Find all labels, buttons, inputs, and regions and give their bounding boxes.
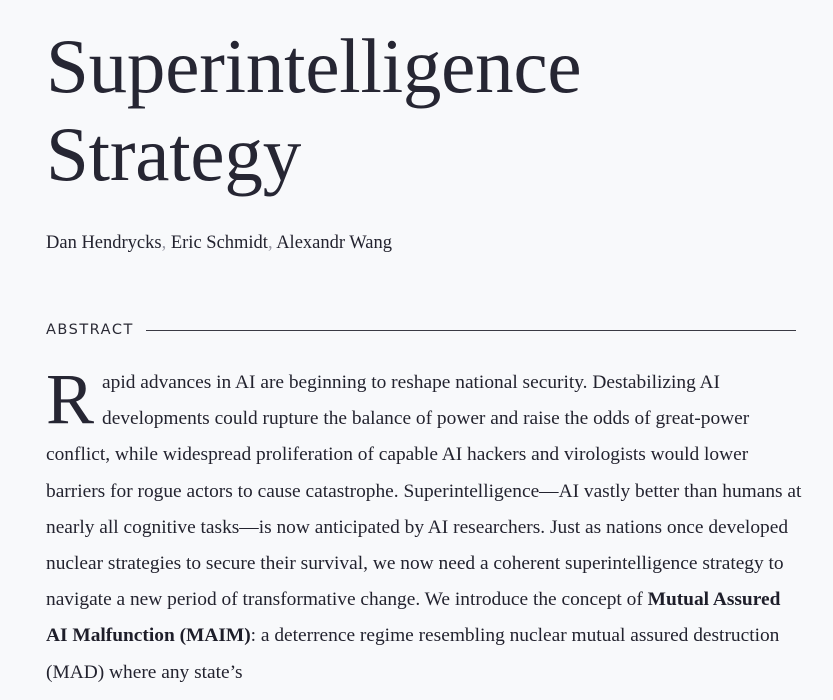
author-list [46,231,392,255]
author-separator: , [267,233,273,253]
author-link[interactable]: Dan Hendrycks [46,233,162,253]
author-link[interactable]: Eric Schmidt [170,233,268,253]
abstract-emphasis: Mutual Assured AI Malfunction (MAIM) [46,589,781,647]
author-separator: , [161,233,167,253]
abstract-text-part-2: : a deterrence regime resembling nuclear mutual assured destruction (MAD) where any state’s [46,625,780,683]
paper-title [46,22,581,198]
abstract-header [46,322,796,338]
abstract-text-part-1: apid advances in AI are beginning to reshape national security. Destabilizing AI developments could rupture the balance of power and raise the odds of great-power conflict, while widespread proliferation of capable AI hackers and virologists would lower barriers for rogue actors to cause catastrophe. Superintelligence—AI vastly better than humans at nearly all cognitive tasks—is now anticipated by AI researchers. Just as nations once developed nuclear strategies to secure their survival, we now need a coherent superintelligence strategy to navigate a new period of transformative change. We introduce the concept of [46,372,802,611]
title-line-2: Strategy [46,111,302,197]
drop-cap: R [46,359,95,439]
title-line-1: Superintelligence [46,23,582,109]
abstract-text [46,359,802,691]
author-link[interactable]: Alexandr Wang [276,233,393,253]
abstract-divider [146,330,796,331]
abstract-label: ABSTRACT [46,322,134,338]
